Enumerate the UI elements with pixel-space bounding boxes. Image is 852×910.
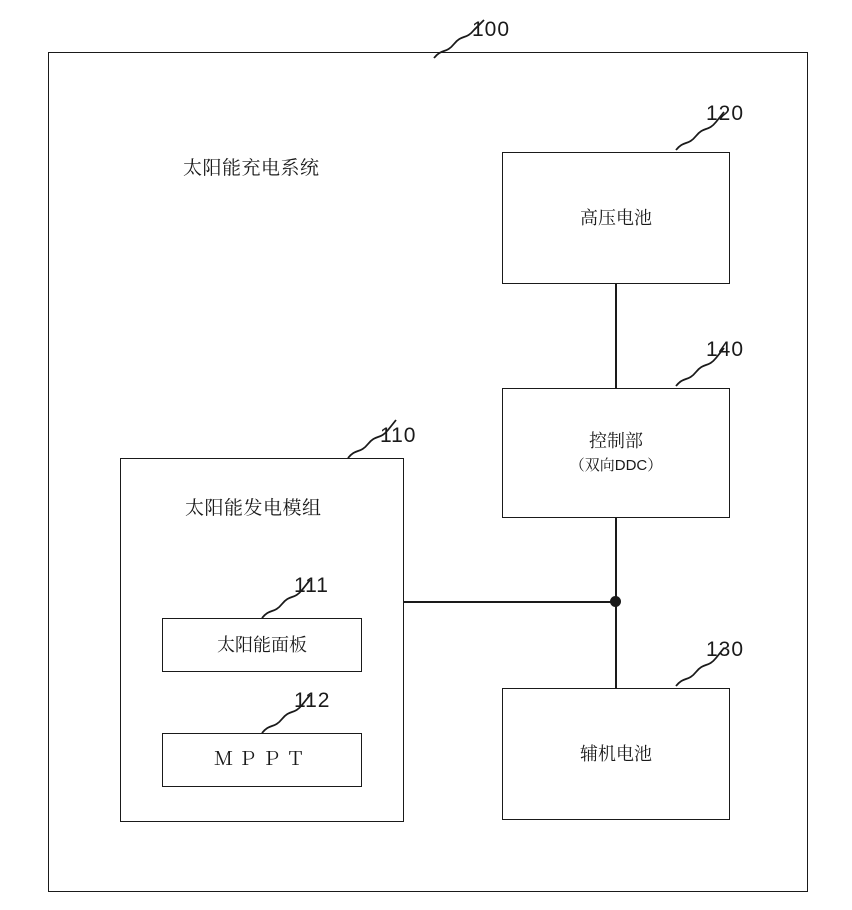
system-title: 太阳能充电系统 xyxy=(183,158,320,179)
controller-label xyxy=(502,388,730,518)
aux-battery-label: 辅机电池 xyxy=(580,743,652,764)
ref-number-110: 110 xyxy=(380,424,417,447)
solar-module-label: 太阳能发电模组 xyxy=(185,498,322,519)
ref-number-112: 112 xyxy=(294,689,331,712)
ref-number-140: 140 xyxy=(706,338,745,361)
connector-junction-to-aux xyxy=(615,602,617,688)
hv-battery-label: 高压电池 xyxy=(580,207,652,228)
connector-module-to-junction xyxy=(404,601,617,603)
connector-hv-to-controller xyxy=(615,284,617,388)
controller-label-line2: （双向DDC） xyxy=(569,457,663,475)
controller-label-line1: 控制部 xyxy=(589,431,643,452)
ref-number-111: 111 xyxy=(294,574,329,597)
ref-number-130: 130 xyxy=(706,638,745,661)
ref-number-120: 120 xyxy=(706,102,745,125)
junction-node xyxy=(610,596,621,607)
ref-number-100: 100 xyxy=(472,18,511,41)
solar-panel-label: 太阳能面板 xyxy=(217,634,307,655)
connector-controller-to-junction xyxy=(615,518,617,602)
mppt-label: ＭＰＰＴ xyxy=(213,748,310,770)
